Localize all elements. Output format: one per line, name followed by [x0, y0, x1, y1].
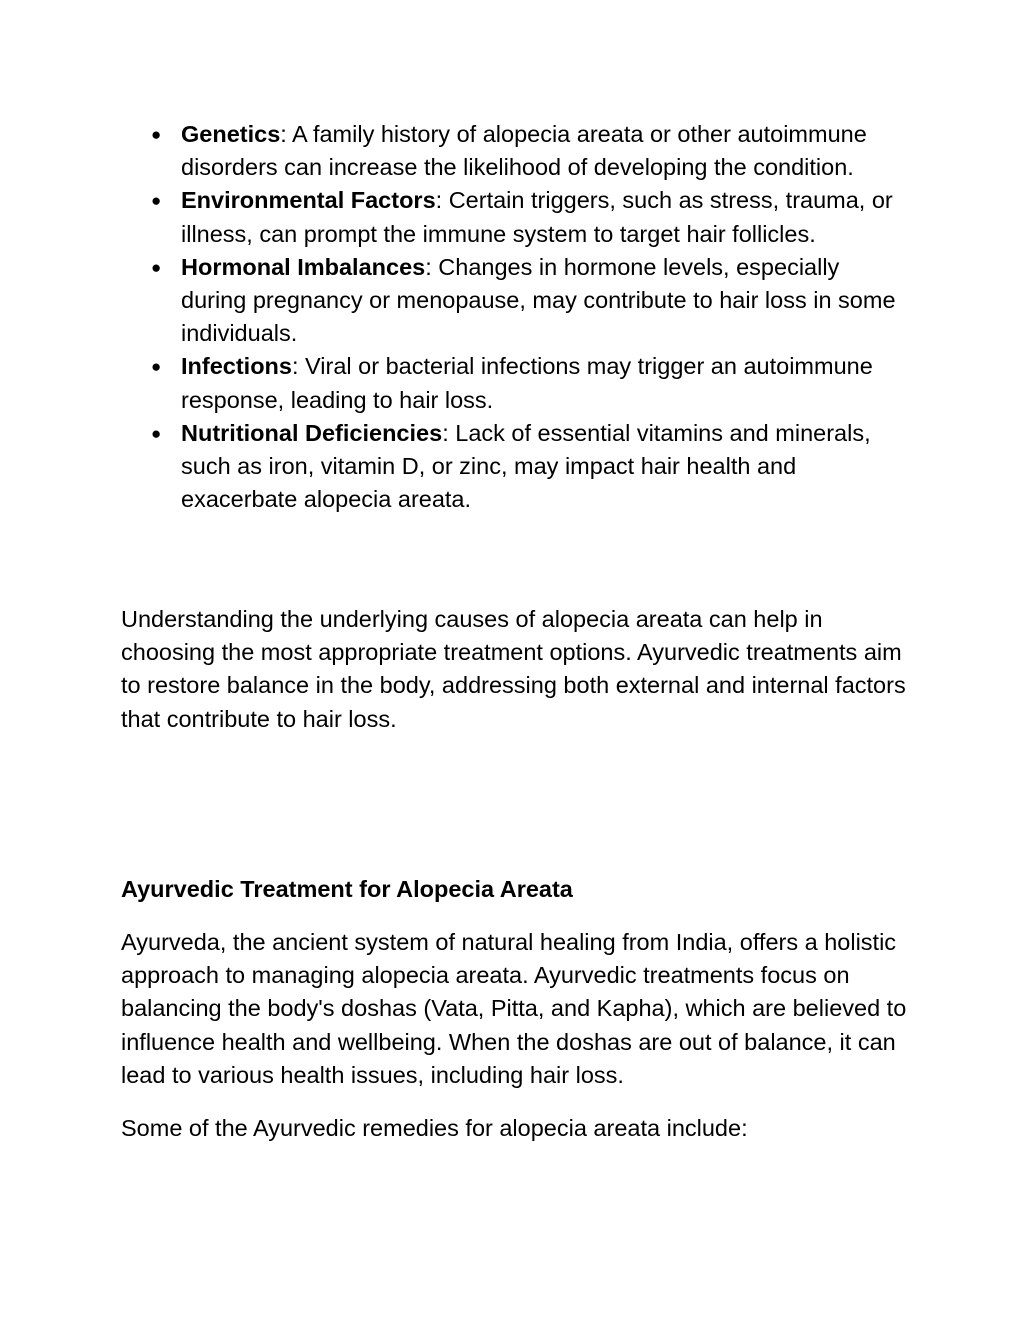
list-item-term: Genetics: [181, 121, 281, 147]
list-item-nutritional-deficiencies: [121, 417, 911, 517]
bullet-icon: ●: [151, 423, 162, 443]
list-item-term: Nutritional Deficiencies: [181, 419, 443, 446]
list-item-genetics: [121, 118, 911, 184]
bullet-icon: ●: [151, 191, 162, 211]
section-heading: Ayurvedic Treatment for Alopecia Areata: [121, 876, 573, 902]
bullet-icon: ●: [151, 257, 162, 277]
list-item-description: : Lack of essential vitamins and minerals, such as iron, vitamin D, or zinc, may impact hair health and exacerbate alopecia areata.: [181, 419, 871, 513]
list-item-description: : A family history of alopecia areata or other autoimmune disorders can increase the likelihood of developing the condition.: [181, 121, 867, 181]
bullet-icon: ●: [151, 125, 162, 144]
remedies-intro-paragraph: Some of the Ayurvedic remedies for alopecia areata include:: [121, 1115, 748, 1141]
list-item-environmental-factors: [121, 184, 911, 250]
list-item-infections: [121, 350, 911, 416]
bullet-icon: ●: [151, 357, 162, 377]
causes-list: [121, 118, 911, 516]
list-item-hormonal-imbalances: [121, 251, 911, 351]
list-item-term: Environmental Factors: [181, 187, 436, 214]
list-item-description: : Certain triggers, such as stress, trauma, or illness, can prompt the immune system to target hair follicles.: [181, 187, 893, 247]
list-item-description: : Viral or bacterial infections may trigger an autoimmune response, leading to hair loss.: [181, 353, 873, 413]
list-item-description: : Changes in hormone levels, especially during pregnancy or menopause, may contribute to hair loss in some individuals.: [181, 253, 896, 347]
list-item-term: Infections: [181, 353, 292, 380]
ayurveda-paragraph: Ayurveda, the ancient system of natural healing from India, offers a holistic approach to managing alopecia areata. Ayurvedic treatments focus on balancing the body's doshas (Vata, Pitta, and Kapha), which are believed to influence health and wellbeing. When the doshas are out of balance, it can lead to various health issues, including hair loss.: [121, 929, 907, 1088]
list-item-term: Hormonal Imbalances: [181, 253, 426, 280]
understanding-paragraph: Understanding the underlying causes of alopecia areata can help in choosing the most appropriate treatment options. Ayurvedic treatments aim to restore balance in the body, addressing both external and internal factors that contribute to hair loss.: [121, 606, 906, 732]
